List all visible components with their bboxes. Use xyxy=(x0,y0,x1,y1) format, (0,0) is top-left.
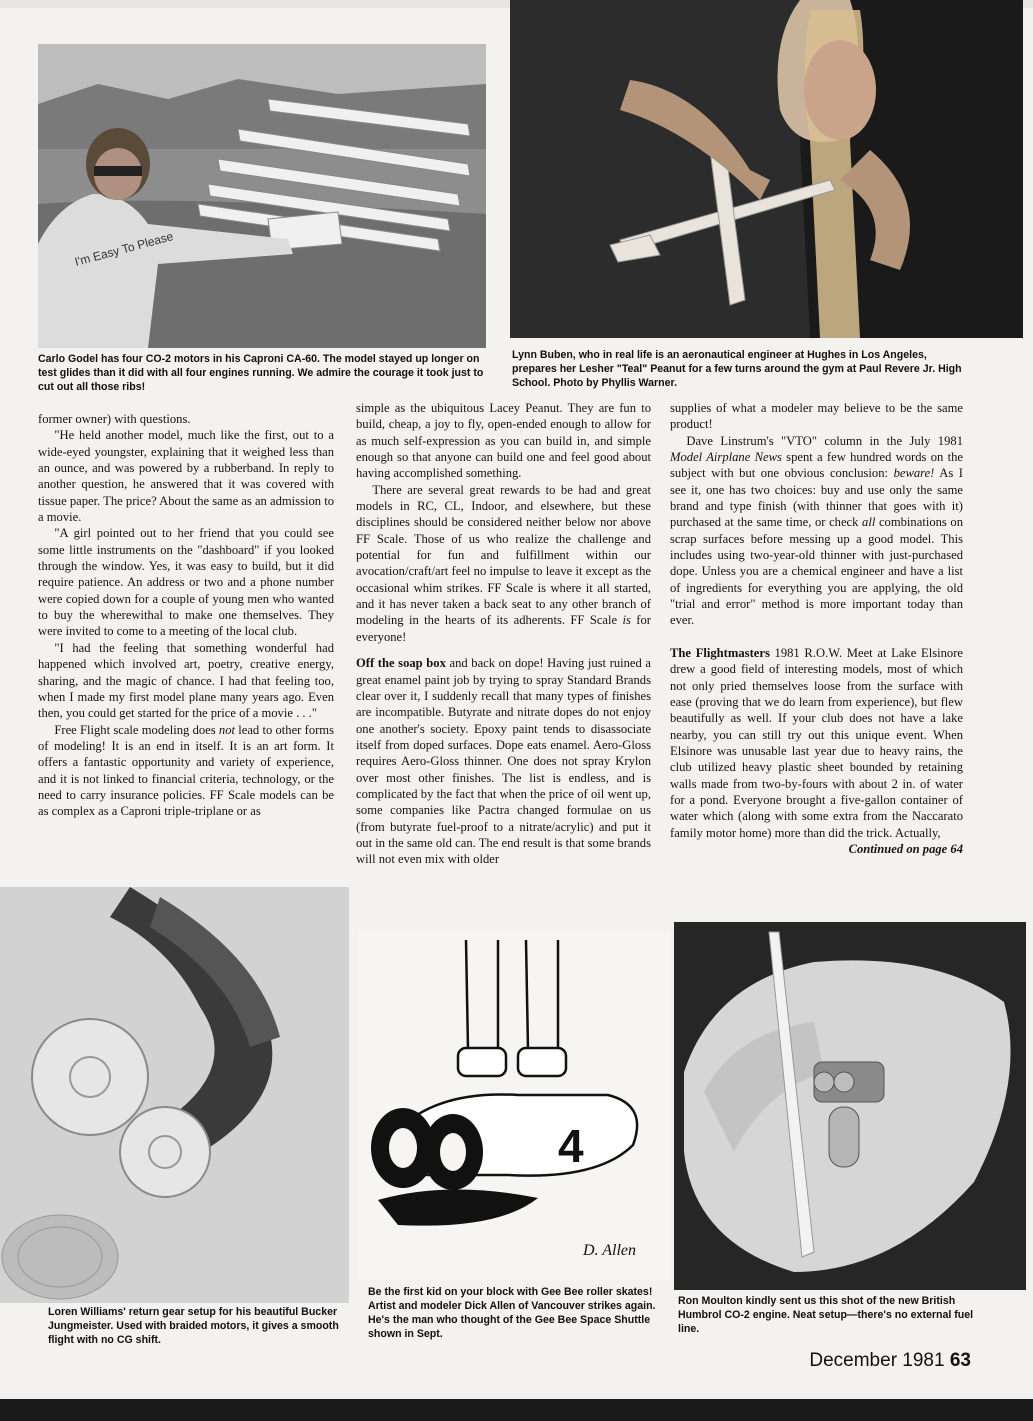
col1-paragraph-4: "I had the feeling that something wonderful had happened which involved art, poetry, creative energy, sharing, and the magic of chance. I had that feeling too, when I made my first model plane many years ago. Even then, you could get started for the price of a movie . . ." xyxy=(38,640,334,721)
photo-caproni-model xyxy=(38,44,486,348)
caption-gee-bee-skates: Be the first kid on your block with Gee Bee roller skates! Artist and modeler Dick Allen of Vancouver strikes again. He's the man who thought of the Gee Bee Space Shuttle shown in Sept. xyxy=(368,1286,656,1340)
caption-caproni: Carlo Godel has four CO-2 motors in his Caproni CA-60. The model stayed up longer on test glides than it did with all four engines running. We admire the courage it took just to cut out all those ribs! xyxy=(38,353,484,393)
col3-paragraph-3: The Flightmasters 1981 R.O.W. Meet at Lake Elsinore drew a good field of interesting models, most of which not only pried themselves loose from the surface with ease (proving that we do learn from experience), but flew beautifully as well. If your club does not have a lake nearby, you can still try out this unique event. When Elsinore was unusable last year due to heavy rains, the club utilized heavy plastic sheet bounded by retaining walls made from two-by-fours with about 2 in. of water for a pond. Everyone brought a five-gallon container of water which (along with some extra from the Naccarato family motor home) more than did the trick. Actually, xyxy=(670,645,963,840)
article-column-3 xyxy=(670,400,963,857)
col1-paragraph-2: "He held another model, much like the first, out to a wide-eyed youngster, explaining that it weighed less than an ounce, and was powered by a rubberband. In reply to another question, he answered that it was covered with tissue paper. The price? About the same as an admission to a movie. xyxy=(38,428,335,525)
photo-return-gear xyxy=(0,887,349,1303)
continued-note: Continued on page 64 xyxy=(848,841,963,856)
col2-paragraph-2: There are several great rewards to be had and great models in RC, CL, Indoor, and elsewhere, but these disciplines should be considered neither below nor above FF Scale. Those of us who realize the challenge and potential for fun and fulfillment within our avocation/craft/art feel no impulse to leave it except as the occasional whim strikes. FF Scale is where it all started, and it has never taken a back seat to any other branch of modeling in the hearts of its adherents. FF Scale is for everyone! xyxy=(356,482,651,644)
page-folio xyxy=(809,1350,971,1372)
article-column-1 xyxy=(38,411,334,820)
photo-lynn-buben xyxy=(510,0,1023,338)
cartoon-signature: D. Allen xyxy=(583,1242,637,1259)
col1-paragraph-3: "A girl pointed out to her friend that you could see some little instruments on the "dashboard" if you looked through the window. Yes, it was easy to build, but it did require patience. An address or two and a phone number were copied down for a couple of young men who wanted to buy the wherewithal to make one themselves. They were invited to come to a meeting of the local club. xyxy=(38,526,334,639)
col1-paragraph-5: Free Flight scale modeling does not lead to other forms of modeling! It is an end in itself. It is an art form. It offers a fantastic opportunity and variety of experience, and it is not linked to financial criteria, technology, or the need to carry insurance policies. FF Scale models can be as complex as a Caproni triple-triplane or as xyxy=(38,722,335,819)
photo-humbrol-engine xyxy=(674,922,1026,1290)
page-number: 63 xyxy=(949,1350,971,1371)
caption-return-gear: Loren Williams' return gear setup for his beautiful Bucker Jungmeister. Used with braided motors, it gives a smooth flight with no CG shift. xyxy=(48,1306,339,1346)
article-column-2 xyxy=(356,400,651,868)
col2-paragraph-1: simple as the ubiquitous Lacey Peanut. They are fun to build, cheap, a joy to fly, open-ended enough to allow for as much self-expression as you can build in, and simple enough so that anyone can build one and feel good about having accomplished something. xyxy=(356,401,651,481)
caption-humbrol-engine: Ron Moulton kindly sent us this shot of the new British Humbrol CO-2 engine. Neat setup—there's no external fuel line. xyxy=(678,1295,974,1335)
caption-lynn-buben: Lynn Buben, who in real life is an aeronautical engineer at Hughes in Los Angeles, prepares her Lesher "Teal" Peanut for a few turns around the gym at Paul Revere Jr. High School. Photo by Phyllis Warner. xyxy=(512,349,962,389)
cartoon-gee-bee-skates xyxy=(358,930,670,1280)
issue-date: December 1981 xyxy=(809,1350,945,1371)
cartoon-race-number: 4 xyxy=(558,1120,584,1172)
col3-paragraph-2: Dave Linstrum's "VTO" column in the July 1981 Model Airplane News spent a few hundred words on the subject with but one obvious conclusion: beware! As I see it, one has two choices: buy and use only the same brand and type finish (with thinner that goes with it) purchased at the same time, or check all combinations on scrap surfaces before messing up a good model. This includes using two-year-old thinner with just-purchased dope. Unless you are a chemical engineer and have a list of ingredients for everything you are applying, the old "trial and error" method is more important today than ever. xyxy=(670,433,964,628)
col2-paragraph-3: Off the soap box and back on dope! Having just ruined a great enamel paint job by trying to spray Standard Brands clear over it, I suddenly recall that many types of finishes are incompatible. Butyrate and nitrate dopes do not enjoy one another's society. Epoxy paint tends to disassociate itself from doped surfaces. Dope eats enamel. Aero-Gloss requires Aero-Gloss thinner. One does not spray Krylon over most other finishes. The list is endless, and is complicated by the fact that when the price of oil went up, some companies like Pactra changed formulae on us (from butyrate fuel-proof to a nitrate/acrylic) and put it out in the same old can. The end result is that some brands will not even mix with older xyxy=(356,656,651,867)
scan-bottom-edge xyxy=(0,1399,1033,1421)
col1-paragraph-1: former owner) with questions. xyxy=(38,412,191,426)
col3-paragraph-1: supplies of what a modeler may believe to be the same product! xyxy=(670,401,963,432)
tshirt-text: I'm Easy To Please xyxy=(73,229,175,269)
